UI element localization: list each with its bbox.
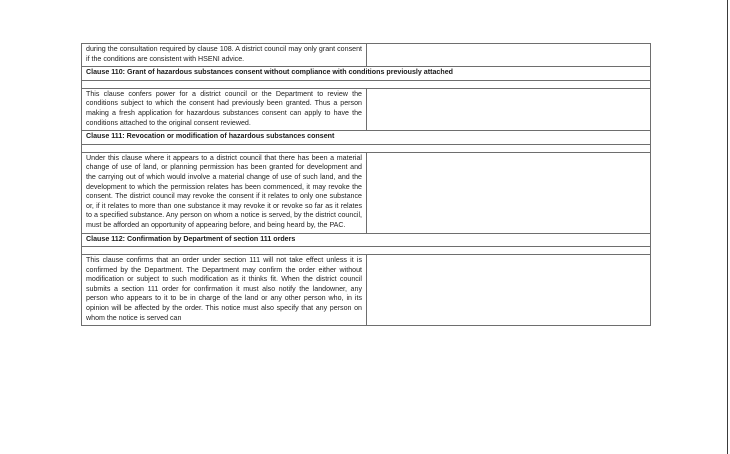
empty-cell bbox=[367, 44, 651, 67]
clause-112-text: This clause confirms that an order under section 111 will not take effect unless it is confirmed by the Department. The Department may confirm the order either without modification or subject to such modification as it thinks fit. When the district council submits a section 111 order for confirmation it must also notify the landowner, any person who appears to it to be in charge of the land or any other person who, in its opinion will be affected by the order. This notice must also specify that any person on whom the notice is served can bbox=[82, 255, 367, 326]
page-edge bbox=[727, 0, 728, 454]
clause-111-heading: Clause 111: Revocation or modification of hazardous substances consent bbox=[82, 131, 651, 145]
row-spacer bbox=[82, 144, 651, 152]
row-spacer bbox=[82, 247, 651, 255]
clause-111-text: Under this clause where it appears to a district council that there has been a material change of use of land, or planning permission has been granted for development and the carrying out of which would involve a material change of use of such land, and the development to which the permission relates has been commenced, it may revoke the consent. The district council may revoke the consent if it relates to only one substance or, if it relates to more than one substance it may revoke it or revoke so far as it relates to a specified substance. Any person on whom a notice is served, by the district council, must be afforded an opportunity of appearing before, and being heard by, the PAC. bbox=[82, 152, 367, 233]
clause-110-heading: Clause 110: Grant of hazardous substances consent without compliance with conditions previously attached bbox=[82, 67, 651, 81]
table-row bbox=[82, 80, 651, 88]
table-row bbox=[82, 233, 651, 247]
table-row bbox=[82, 131, 651, 145]
notes-table bbox=[81, 43, 651, 326]
table-row bbox=[82, 144, 651, 152]
table-row bbox=[82, 152, 651, 233]
table-row bbox=[82, 44, 651, 67]
empty-cell bbox=[367, 88, 651, 130]
table-row bbox=[82, 247, 651, 255]
clause-109-text-tail: during the consultation required by clause 108. A district council may only grant consent if the conditions are consistent with HSENI advice. bbox=[82, 44, 367, 67]
empty-cell bbox=[367, 152, 651, 233]
table-row bbox=[82, 67, 651, 81]
clause-110-text: This clause confers power for a district council or the Department to review the conditions subject to which the consent had previously been granted. Thus a person making a fresh application for hazardous substances consent can apply to have the conditions attached to the original consent reviewed. bbox=[82, 88, 367, 130]
table-row bbox=[82, 255, 651, 326]
clause-112-heading: Clause 112: Confirmation by Department of section 111 orders bbox=[82, 233, 651, 247]
table-row bbox=[82, 88, 651, 130]
row-spacer bbox=[82, 80, 651, 88]
empty-cell bbox=[367, 255, 651, 326]
